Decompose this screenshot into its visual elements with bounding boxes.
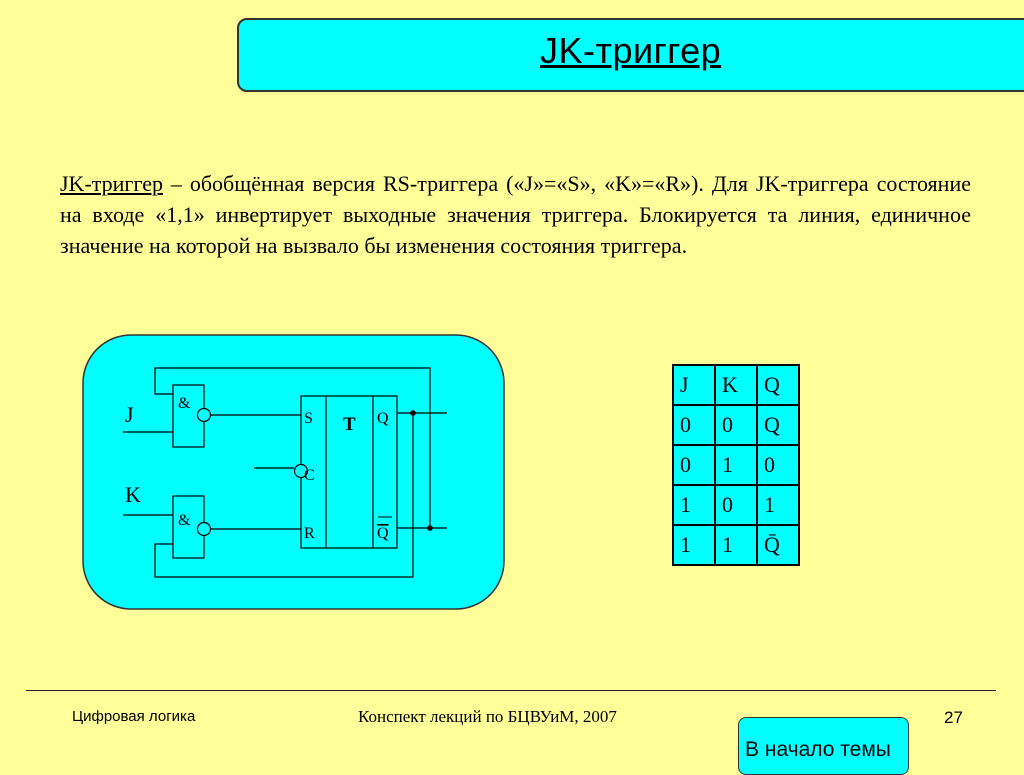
cell: Q: [757, 405, 799, 445]
pin-r: R: [304, 525, 315, 542]
gate-j-symbol: &: [178, 395, 191, 412]
label-j: J: [125, 402, 134, 427]
table-row: [673, 485, 799, 525]
pin-q: Q: [377, 410, 389, 427]
footer-left: Цифровая логика: [72, 708, 196, 725]
inverter-bubble-k: [198, 523, 211, 536]
gate-k-symbol: &: [178, 512, 191, 529]
cell: 0: [673, 405, 715, 445]
page-number: 27: [944, 708, 963, 727]
inverter-bubble-j: [198, 409, 211, 422]
jk-circuit-diagram: [82, 334, 506, 612]
cell: 1: [715, 445, 757, 485]
slide-title: JK-триггер: [540, 30, 722, 71]
cell: 1: [673, 525, 715, 565]
body-paragraph: [60, 168, 971, 261]
cell: 0: [715, 485, 757, 525]
body-term: JK-триггер: [60, 171, 163, 196]
cell: 1: [757, 485, 799, 525]
pin-c: C: [304, 467, 315, 484]
truth-table: [672, 364, 800, 566]
circuit-background: [83, 335, 504, 609]
header-q: Q: [757, 365, 799, 405]
table-header-row: [673, 365, 799, 405]
table-row: [673, 405, 799, 445]
label-k: K: [125, 482, 141, 507]
header-j: J: [673, 365, 715, 405]
footer-center: Конспект лекций по БЦВУиМ, 2007: [358, 707, 617, 726]
header-k: K: [715, 365, 757, 405]
flipflop-label: T: [343, 414, 356, 435]
footer-divider: [26, 690, 996, 691]
cell: 0: [673, 445, 715, 485]
cell: Q̄: [757, 525, 799, 565]
pin-s: S: [304, 410, 313, 427]
cell: 0: [715, 405, 757, 445]
pin-q-bar: Q: [377, 525, 389, 542]
back-to-topic-button[interactable]: В начало темы: [738, 717, 909, 775]
table-row: [673, 525, 799, 565]
cell: 1: [673, 485, 715, 525]
cell: 0: [757, 445, 799, 485]
body-description: – обобщённая версия RS-триггера («J»=«S», «K»=«R»). Для JK-триггера состояние на входе «1,1» инвертирует выходные значения триггера. Блокируется та линия, единичное значение на которой на вызвало бы изменения состояния триггера.: [60, 171, 971, 258]
cell: 1: [715, 525, 757, 565]
table-row: [673, 445, 799, 485]
